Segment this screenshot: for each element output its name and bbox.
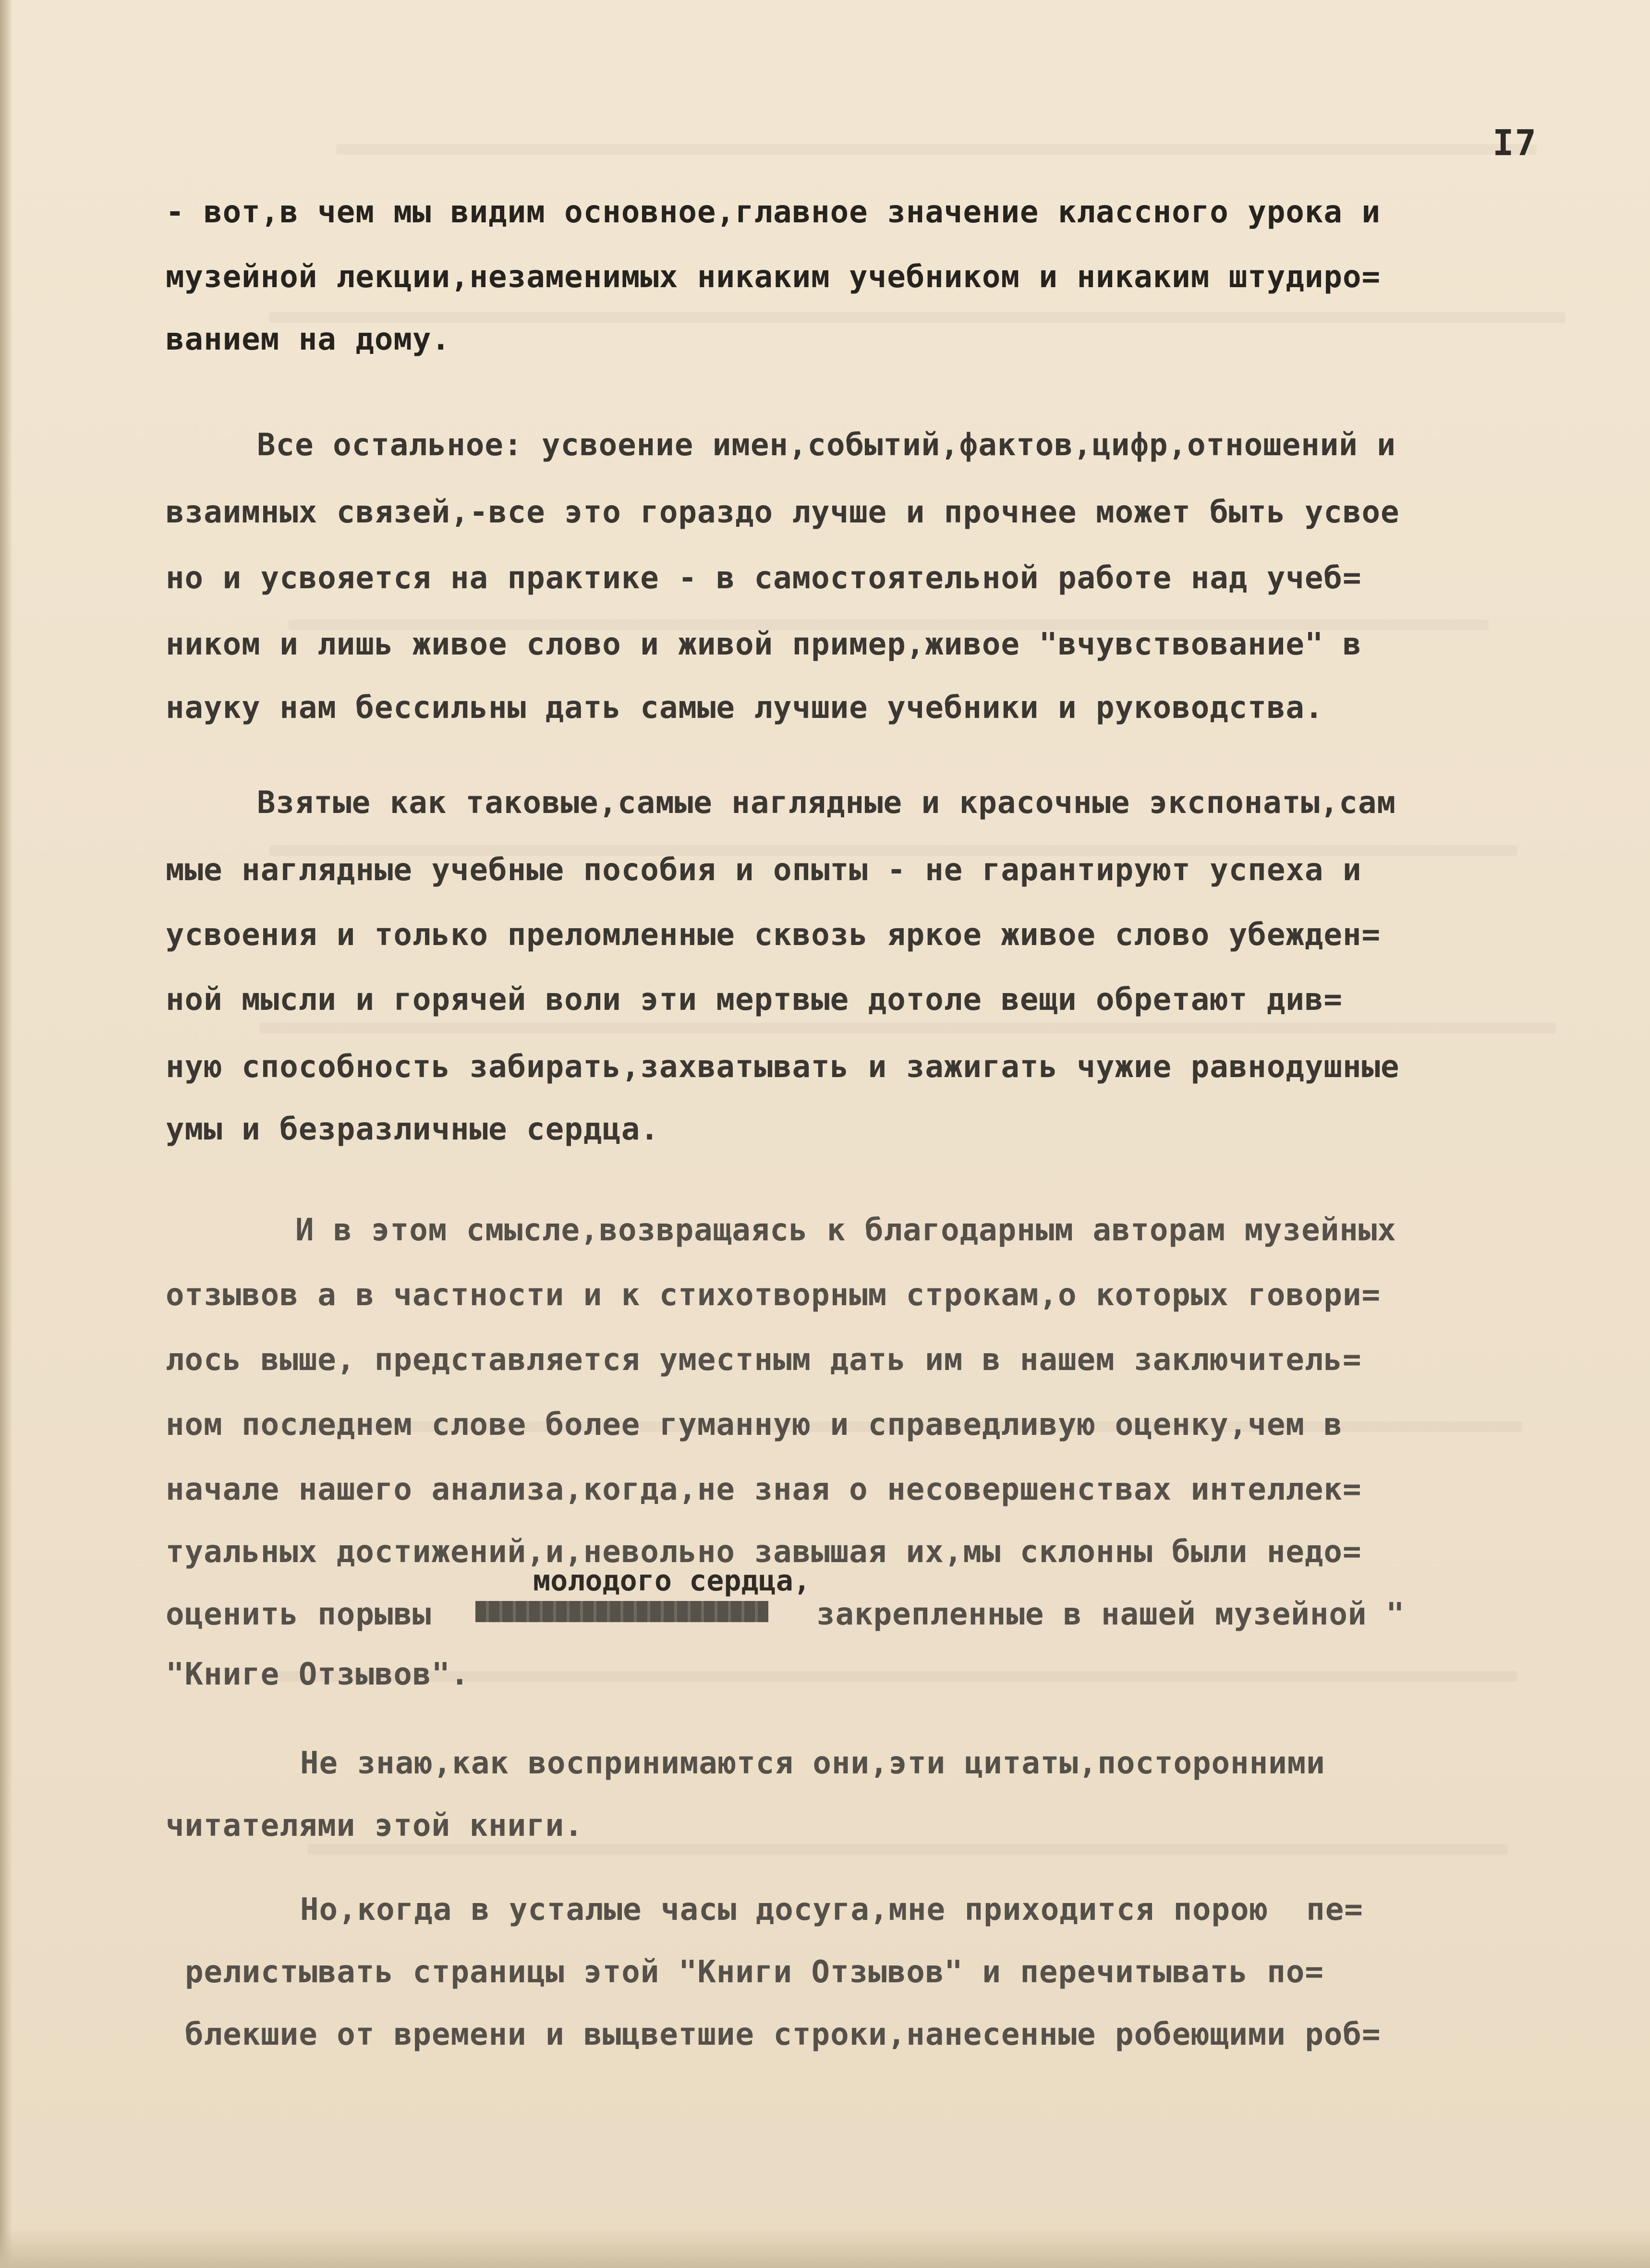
text-line: мые наглядные учебные пособия и опыты - не гарантируют успеха и	[166, 852, 1362, 888]
text-line: читателями этой книги.	[166, 1808, 583, 1844]
text-line: музейной лекции,незаменимых никаким учебником и никаким штудиро=	[166, 259, 1381, 295]
show-through	[269, 312, 1565, 323]
text-line: усвоения и только преломленные сквозь яркое живое слово убежден=	[166, 917, 1381, 953]
text-line: ную способность забирать,захватывать и зажигать чужие равнодушные	[166, 1049, 1400, 1085]
show-through	[336, 144, 1537, 155]
text-line: ном последнем слове более гуманную и справедливую оценку,чем в	[166, 1407, 1343, 1443]
page-edge-shadow	[0, 0, 12, 2268]
text-line: закрепленные в нашей музейной "	[816, 1597, 1405, 1632]
text-line: - вот,в чем мы видим основное,главное значение классного урока и	[166, 194, 1381, 230]
text-line: релистывать страницы этой "Книги Отзывов" и перечитывать по=	[185, 1954, 1324, 1990]
text-line: науку нам бессильны дать самые лучшие учебники и руководства.	[166, 690, 1324, 726]
text-line: блекшие от времени и выцветшие строки,нанесенные робеющими роб=	[185, 2017, 1381, 2052]
text-line: лось выше, представляется уместным дать им в нашем заключитель=	[166, 1342, 1362, 1378]
text-line: оценить порывы	[166, 1597, 432, 1632]
text-line: Не знаю,как воспринимаются они,эти цитаты,посторонними	[300, 1746, 1325, 1781]
text-line: ником и лишь живое слово и живой пример,живое "вчувствование" в	[166, 627, 1362, 662]
text-line: И в этом смысле,возвращаясь к благодарным авторам музейных	[295, 1213, 1396, 1248]
page-number: I7	[1492, 122, 1538, 164]
text-line: Но,когда в усталые часы досуга,мне приходится порою пе=	[300, 1892, 1363, 1928]
page-bottom-edge	[0, 2228, 1650, 2268]
handwritten-insertion: молодого сердца,	[533, 1564, 811, 1598]
text-line: "Книге Отзывов".	[166, 1657, 470, 1692]
text-line: Все остальное: усвоение имен,событий,фактов,цифр,отношений и	[257, 427, 1396, 463]
text-line: туальных достижений,и,невольно завышая их,мы склонны были недо=	[166, 1534, 1362, 1570]
text-line: взаимных связей,-все это гораздо лучше и прочнее может быть усвое	[166, 495, 1400, 530]
show-through	[307, 1844, 1508, 1855]
text-line: умы и безразличные сердца.	[166, 1112, 659, 1147]
text-line: начале нашего анализа,когда,не зная о несовершенствах интеллек=	[166, 1472, 1362, 1507]
struck-out-text	[475, 1601, 768, 1622]
text-line: Взятые как таковые,самые наглядные и красочные экспонаты,сам	[257, 785, 1396, 821]
text-line: но и усвояется на практике - в самостоятельной работе над учеб=	[166, 560, 1362, 596]
text-line: ной мысли и горячей воли эти мертвые дотоле вещи обретают див=	[166, 982, 1343, 1018]
text-line: отзывов а в частности и к стихотворным строкам,о которых говори=	[166, 1277, 1381, 1313]
show-through	[259, 1023, 1556, 1033]
text-line: ванием на дому.	[166, 322, 450, 357]
